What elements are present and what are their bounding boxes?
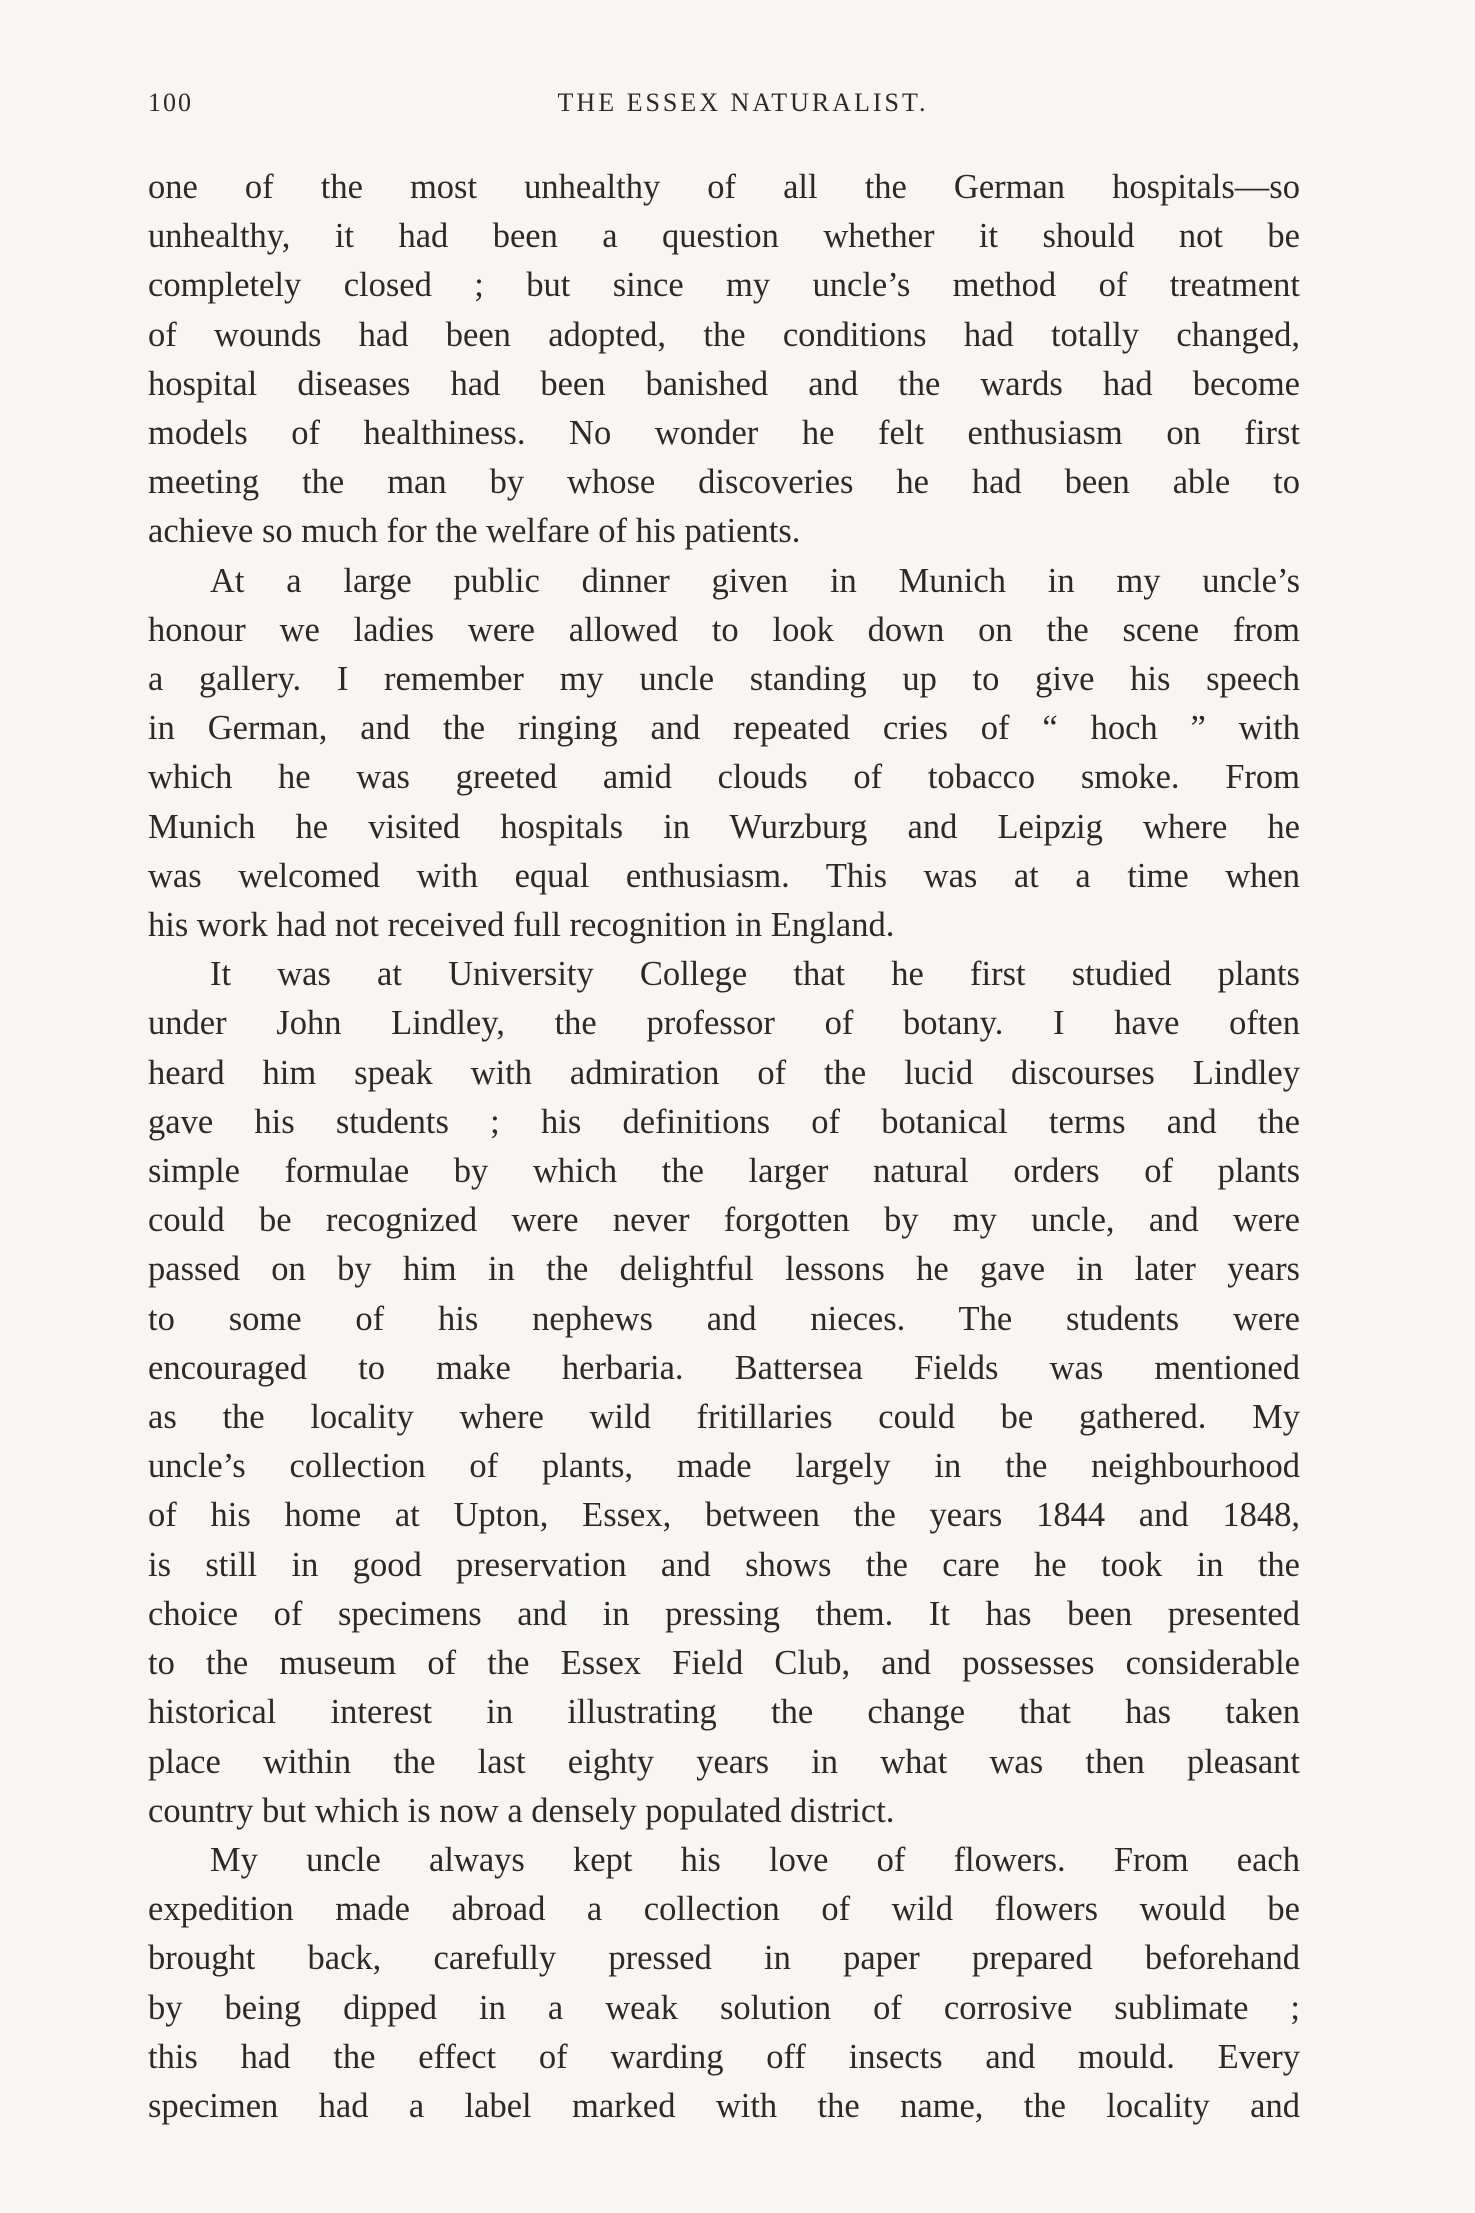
text-line: to the museum of the Essex Field Club, and possesses considerable [148, 1644, 1300, 1683]
paragraph [148, 950, 1300, 1836]
text-line: could be recognized were never forgotten by my uncle, and were [148, 1201, 1300, 1240]
text-line: uncle’s collection of plants, made largely in the neighbourhood [148, 1447, 1300, 1486]
text-line: encouraged to make herbaria. Battersea Fields was mentioned [148, 1348, 1300, 1387]
page-number: 100 [148, 88, 193, 117]
text-line: achieve so much for the welfare of his patients. [148, 512, 801, 551]
text-line: models of healthiness. No wonder he felt enthusiasm on first [148, 414, 1300, 453]
text-line: one of the most unhealthy of all the German hospitals—so [148, 168, 1300, 206]
text-line: by being dipped in a weak solution of corrosive sublimate ; [148, 1988, 1300, 2027]
text-line: a gallery. I remember my uncle standing up to give his speech [148, 660, 1300, 699]
text-line: At a large public dinner given in Munich in my uncle’s [210, 561, 1300, 600]
text-line: which he was greeted amid clouds of tobacco smoke. From [148, 758, 1300, 797]
text-line: historical interest in illustrating the change that has taken [148, 1693, 1300, 1732]
text-line: is still in good preservation and shows the care he took in the [148, 1545, 1300, 1584]
text-line: in German, and the ringing and repeated cries of “ hoch ” with [148, 709, 1300, 748]
text-line: hospital diseases had been banished and the wards had become [148, 364, 1300, 403]
text-line: as the locality where wild fritillaries could be gathered. My [148, 1398, 1300, 1437]
paragraph [148, 557, 1300, 951]
text-line: place within the last eighty years in what was then pleasant [148, 1742, 1300, 1781]
text-line: expedition made abroad a collection of wild flowers would be [148, 1890, 1300, 1929]
text-line: specimen had a label marked with the name, the locality and [148, 2086, 1300, 2125]
text-line: to some of his nephews and nieces. The students were [148, 1299, 1300, 1338]
text-line: this had the effect of warding off insects and mould. Every [148, 2037, 1300, 2076]
paragraph [148, 1836, 1300, 2131]
text-line: of wounds had been adopted, the conditions had totally changed, [148, 315, 1300, 354]
text-line: brought back, carefully pressed in paper prepared beforehand [148, 1939, 1300, 1978]
running-head [148, 88, 1298, 128]
text-line: country but which is now a densely populated district. [148, 1791, 895, 1830]
text-line: passed on by him in the delightful lessons he gave in later years [148, 1250, 1300, 1289]
paragraph [148, 163, 1300, 557]
text-line: meeting the man by whose discoveries he had been able to [148, 463, 1300, 502]
text-line: gave his students ; his definitions of botanical terms and the [148, 1102, 1300, 1141]
text-line: choice of specimens and in pressing them. It has been presented [148, 1594, 1300, 1633]
text-line: It was at University College that he first studied plants [210, 955, 1300, 994]
body-text [148, 163, 1300, 2131]
text-line: unhealthy, it had been a question whether it should not be [148, 217, 1300, 256]
text-line: My uncle always kept his love of flowers. From each [210, 1840, 1300, 1879]
text-line: simple formulae by which the larger natural orders of plants [148, 1152, 1300, 1191]
text-line: completely closed ; but since my uncle’s method of treatment [148, 266, 1300, 305]
text-line: Munich he visited hospitals in Wurzburg and Leipzig where he [148, 807, 1300, 846]
text-line: honour we ladies were allowed to look down on the scene from [148, 610, 1300, 649]
text-line: heard him speak with admiration of the lucid discourses Lindley [148, 1053, 1300, 1092]
text-line: under John Lindley, the professor of botany. I have often [148, 1004, 1300, 1043]
running-title: THE ESSEX NATURALIST. [557, 88, 929, 117]
text-line: of his home at Upton, Essex, between the years 1844 and 1848, [148, 1496, 1300, 1535]
text-line: his work had not received full recognition in England. [148, 906, 895, 945]
text-line: was welcomed with equal enthusiasm. This was at a time when [148, 856, 1300, 895]
